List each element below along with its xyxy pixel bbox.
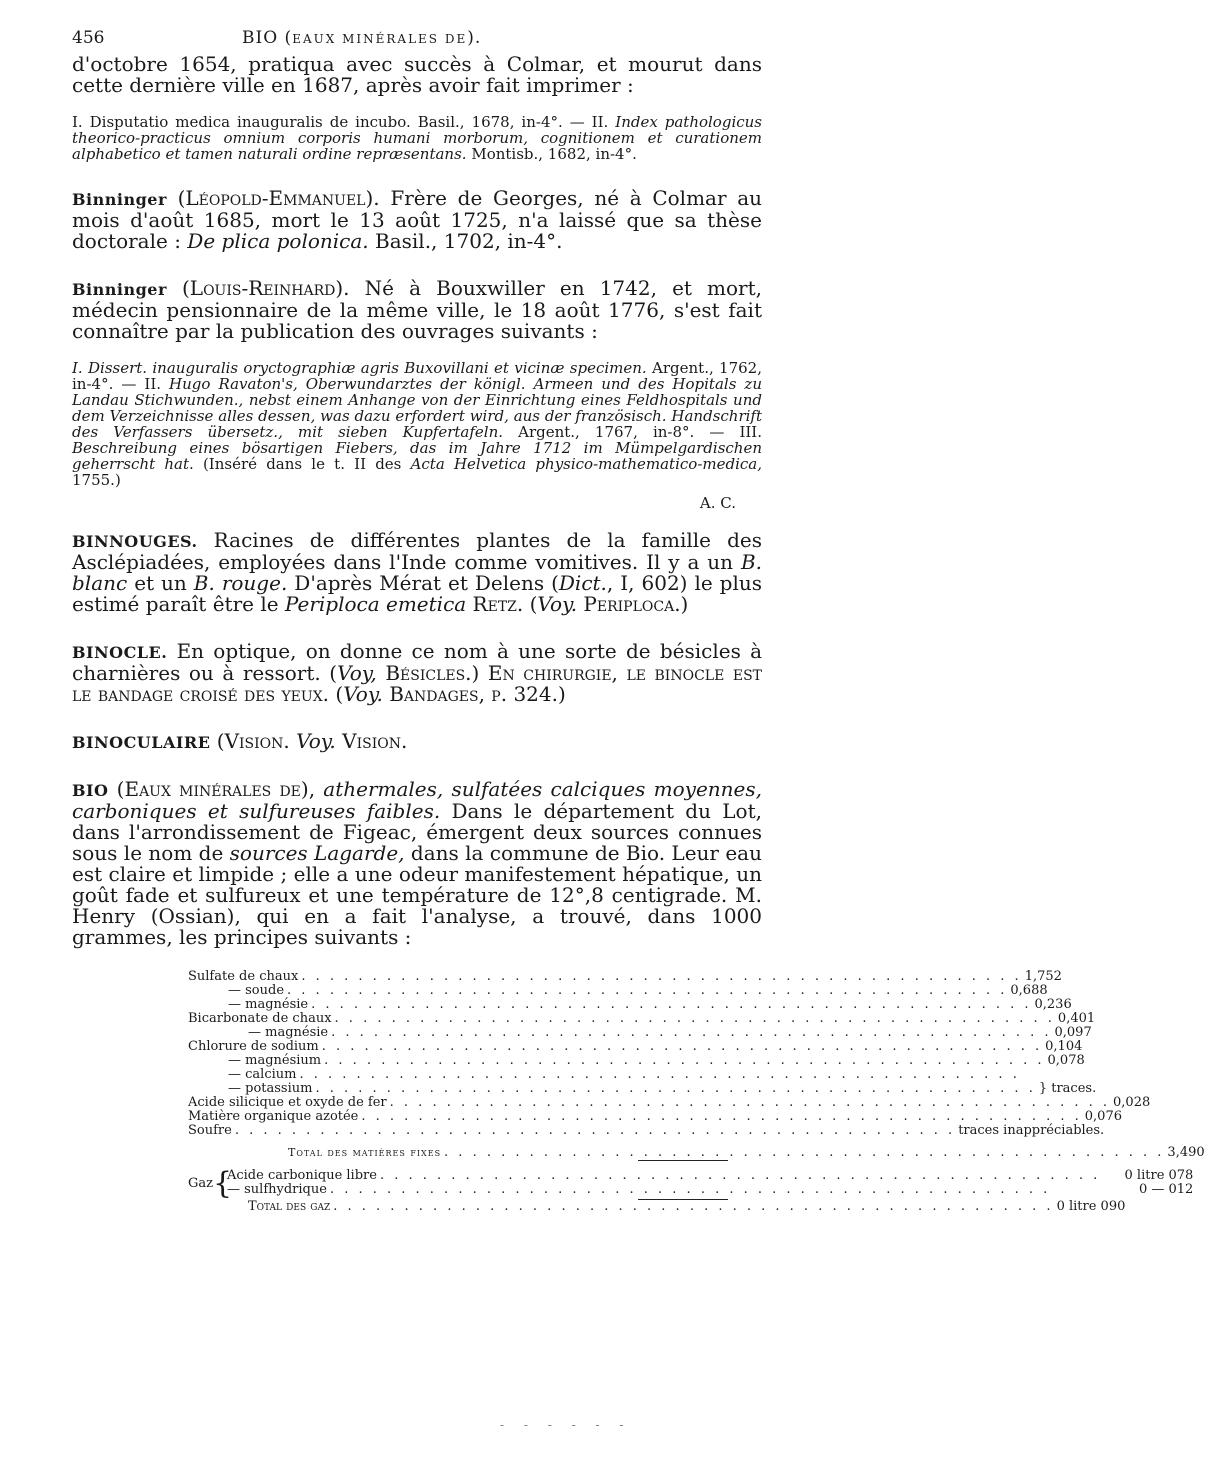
row-value: traces inappréciables.	[958, 1123, 1105, 1138]
analysis-row	[188, 1025, 1092, 1040]
entry-binninger-leopold: Binninger (Léopold-Emmanuel). Frère de Georges, né à Colmar au mois d'août 1685, mort le 13 août 1725, n'a laissé que sa thèse doctorale : De plica polonica. Basil., 1702, in-4°.	[72, 186, 763, 253]
leader-dots	[235, 1124, 955, 1138]
row-value: 0,401	[1057, 1011, 1096, 1026]
row-value: 0 — 012	[1138, 1182, 1194, 1197]
leader-dots	[335, 1012, 1055, 1026]
entry-head: Binninger	[72, 280, 167, 299]
leader-dots	[299, 1068, 1019, 1082]
analysis-row	[188, 1068, 728, 1082]
row-label: Matière organique azotée	[188, 1109, 359, 1124]
entry-head: BINNOUGES.	[72, 532, 198, 551]
analysis-row	[188, 1095, 1151, 1110]
total-rule	[638, 1160, 728, 1161]
row-label: — sulfhydrique	[226, 1182, 327, 1197]
row-value: 0,236	[1034, 997, 1072, 1012]
entry-binninger-louis: Binninger (Louis-Reinhard). Né à Bouxwiller en 1742, et mort, médecin pensionnaire de la même ville, le 18 août 1776, s'est fait connaître par la publication des ouvrages suivants :	[72, 276, 763, 343]
row-label: Acide silicique et oxyde de fer	[188, 1095, 387, 1110]
brace-glyph: {	[212, 1166, 233, 1201]
row-value: 0,028	[1113, 1095, 1151, 1110]
leader-dots	[315, 1082, 1035, 1096]
leader-dots	[287, 984, 1007, 998]
gas-row	[227, 1169, 1193, 1183]
running-title: BIO (EAUX MINÉRALES DE).	[242, 28, 482, 48]
row-value: } traces.	[1038, 1081, 1097, 1096]
gas-label: Gaz	[188, 1176, 213, 1191]
row-value: 0 litre 078	[1124, 1168, 1194, 1183]
row-label: — potassium	[228, 1081, 313, 1096]
row-value: 1,752	[1024, 969, 1062, 984]
analysis-row	[188, 1011, 1096, 1026]
analysis-row	[188, 1081, 1097, 1096]
analysis-row	[188, 1123, 1105, 1138]
row-label: Chlorure de sodium	[188, 1039, 319, 1054]
row-label: — calcium	[228, 1067, 297, 1082]
page-bottom-marks: - - - - - -	[500, 1418, 632, 1432]
entry-binocle: BINOCLE. En optique, on donne ce nom à une sorte de bésicles à charnières ou à ressort. (Voy, Bésicles.) En chirurgie, le binocle est le bandage croisé des yeux. (Voy. Bandages, p. 324.)	[72, 639, 762, 706]
leader-dots	[361, 1110, 1081, 1124]
row-value: 0,688	[1010, 983, 1048, 998]
row-label: Bicarbonate de chaux	[188, 1011, 332, 1026]
row-label: Acide carbonique libre	[226, 1168, 377, 1183]
row-value: 0,078	[1047, 1053, 1085, 1068]
running-header	[72, 28, 762, 54]
row-label: — magnésium	[228, 1053, 322, 1068]
entry-binoculaire: BINOCULAIRE (Vision. Voy. Vision.	[72, 729, 408, 753]
row-value: 0,104	[1045, 1039, 1083, 1054]
leader-dots	[330, 1183, 1100, 1197]
gas-rows	[227, 1169, 1193, 1199]
entry-bio: BIO (Eaux minérales de), athermales, sulfatées calciques moyennes, carboniques et sulfureuses faibles. Dans le département du Lot, dans l'arrondissement de Figeac, émergent deux sources connues sous le nom de sources Lagarde, dans la commune de Bio. Leur eau est claire et limpide ; elle a une odeur manifestement hépatique, un goût fade et sulfureux et une température de 12°,8 centigrade. M. Henry (Ossian), qui en a fait l'analyse, a trouvé, dans 1000 grammes, les principes suivants :	[72, 777, 763, 949]
row-label: — magnésie	[248, 1025, 329, 1040]
author-signature: A. C.	[699, 494, 736, 512]
leader-dots	[311, 998, 1031, 1012]
leader-dots	[322, 1040, 1042, 1054]
entry-binnouges: BINNOUGES. Racines de différentes plantes de la famille des Asclépiadées, employées dans l'Inde comme vomitives. Il y a un B. blanc et un B. rouge. D'après Mérat et Delens (Dict., I, 602) le plus estimé paraît être le Periploca emetica Retz. (Voy. Periploca.)	[72, 528, 763, 616]
works-list-2: I. Dissert. inauguralis oryctographiæ agris Buxovillani et vicinæ specimen. Argent., 1762, in-4°. — II. Hugo Ravaton's, Oberwundarztes der königl. Armeen und des Hopitals zu Landau Stichwunden., nebst einem Anhange von der Einrichtung eines Feldhospitals und dem Verzeichnisse alles dessen, was dazu erfordert wird, aus der französisch. Handschrift des Verfassers übersetz., mit sieben Kupfertafeln. Argent., 1767, in-8°. — III. Beschreibung eines bösartigen Fiebers, das im Jahre 1712 im Mümpelgardischen geherrscht hat. (Inséré dans le t. II des Acta Helvetica physico-mathematico-medica, 1755.)	[72, 359, 762, 489]
entry-head: BIO	[72, 781, 109, 800]
row-label: — soude	[228, 983, 285, 998]
works-list-1: I. Disputatio medica inauguralis de incubo. Basil., 1678, in-4°. — II. Index pathologicus theorico-practicus omnium corporis humani morborum, cognitionem et curationem alphabetico et tamen naturali ordine repræsentans. Montisb., 1682, in-4°.	[72, 113, 762, 163]
gas-section	[188, 1166, 1194, 1201]
row-value: 0,097	[1054, 1025, 1092, 1040]
entry-head: BINOCLE.	[72, 643, 168, 662]
analysis-row	[188, 969, 1062, 984]
leader-dots	[301, 970, 1021, 984]
analysis-row	[188, 1039, 1083, 1054]
entry-head: Binninger	[72, 190, 167, 209]
analysis-row	[188, 983, 1048, 998]
leader-dots	[331, 1026, 1051, 1040]
mineral-analysis-table	[188, 969, 1205, 1214]
analysis-rows	[188, 969, 1151, 1138]
analysis-row	[188, 997, 1072, 1012]
leader-dots	[324, 1054, 1044, 1068]
row-label: Soufre	[188, 1123, 232, 1138]
gas-total-row: Total des gaz . . . 0 litre 090	[188, 1200, 728, 1214]
total-fixed-matter-row: Total des matières fixes . . . 3,490	[188, 1146, 728, 1160]
gas-row	[227, 1183, 1193, 1197]
leader-dots	[390, 1096, 1110, 1110]
entry-head: BINOCULAIRE	[72, 733, 211, 752]
analysis-row	[188, 1053, 1085, 1068]
row-value: 0,076	[1084, 1109, 1122, 1124]
row-label: Sulfate de chaux	[188, 969, 299, 984]
leader-dots	[380, 1169, 1100, 1183]
row-label: — magnésie	[228, 997, 309, 1012]
analysis-row	[188, 1109, 1122, 1124]
page-number: 456	[72, 28, 105, 48]
intro-paragraph: d'octobre 1654, pratiqua avec succès à Colmar, et mourut dans cette dernière ville en 1687, après avoir fait imprimer :	[72, 52, 762, 97]
